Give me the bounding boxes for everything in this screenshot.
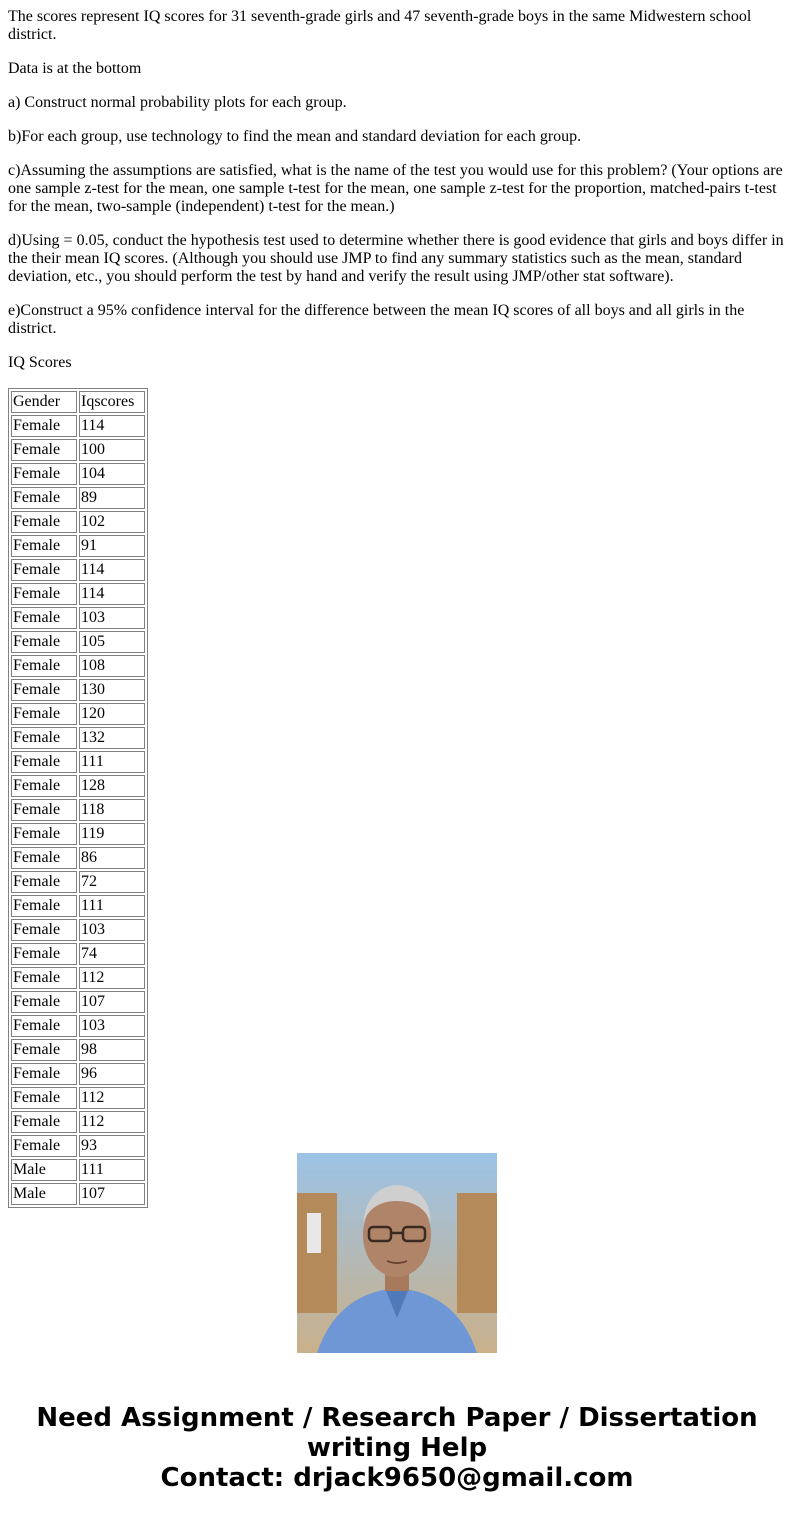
iq-scores-table [8, 388, 148, 1208]
table-row [11, 415, 145, 437]
table-row [11, 967, 145, 989]
score-cell: 111 [79, 751, 145, 773]
banner-line-1: Need Assignment / Research Paper / Dissertation [36, 1403, 758, 1433]
table-row [11, 1135, 145, 1157]
score-cell: 91 [79, 535, 145, 557]
table-row [11, 895, 145, 917]
table-row [11, 751, 145, 773]
score-cell: 89 [79, 487, 145, 509]
gender-cell: Female [11, 511, 77, 533]
table-row [11, 679, 145, 701]
score-cell: 111 [79, 895, 145, 917]
score-cell: 103 [79, 1015, 145, 1037]
gender-cell: Female [11, 1135, 77, 1157]
score-cell: 114 [79, 559, 145, 581]
banner-contact: Contact: drjack9650@gmail.com [160, 1463, 634, 1493]
table-caption: IQ Scores [8, 354, 72, 371]
table-row [11, 535, 145, 557]
gender-cell: Female [11, 607, 77, 629]
table-row [11, 991, 145, 1013]
gender-cell: Female [11, 583, 77, 605]
banner-line-2: writing Help [306, 1433, 488, 1463]
score-cell: 103 [79, 607, 145, 629]
score-cell: 114 [79, 415, 145, 437]
score-cell: 107 [79, 991, 145, 1013]
score-cell: 132 [79, 727, 145, 749]
table-row [11, 799, 145, 821]
score-cell: 72 [79, 871, 145, 893]
table-row [11, 607, 145, 629]
gender-cell: Female [11, 655, 77, 677]
table-row [11, 487, 145, 509]
table-row [11, 1039, 145, 1061]
gender-cell: Female [11, 1015, 77, 1037]
score-cell: 112 [79, 967, 145, 989]
table-row [11, 703, 145, 725]
gender-cell: Female [11, 1039, 77, 1061]
score-cell: 130 [79, 679, 145, 701]
gender-cell: Female [11, 799, 77, 821]
score-cell: 105 [79, 631, 145, 653]
intro-paragraph: The scores represent IQ scores for 31 seventh-grade girls and 47 seventh-grade boys in the same Midwestern school district. [8, 8, 752, 43]
table-row [11, 583, 145, 605]
table-row [11, 1183, 145, 1205]
question-a: a) Construct normal probability plots for each group. [8, 94, 347, 111]
score-cell: 96 [79, 1063, 145, 1085]
score-cell: 103 [79, 919, 145, 941]
gender-cell: Female [11, 1087, 77, 1109]
gender-cell: Male [11, 1159, 77, 1181]
gender-cell: Male [11, 1183, 77, 1205]
header-iqscores: Iqscores [79, 391, 145, 413]
table-row [11, 1159, 145, 1181]
table-row [11, 1111, 145, 1133]
question-e: e)Construct a 95% confidence interval for the difference between the mean IQ scores of all boys and all girls in the district. [8, 302, 745, 337]
gender-cell: Female [11, 439, 77, 461]
table-row [11, 439, 145, 461]
score-cell: 108 [79, 655, 145, 677]
table-row [11, 559, 145, 581]
score-cell: 119 [79, 823, 145, 845]
score-cell: 74 [79, 943, 145, 965]
score-cell: 118 [79, 799, 145, 821]
gender-cell: Female [11, 535, 77, 557]
gender-cell: Female [11, 727, 77, 749]
question-document [8, 8, 786, 1202]
data-note: Data is at the bottom [8, 60, 142, 77]
gender-cell: Female [11, 823, 77, 845]
gender-cell: Female [11, 991, 77, 1013]
gender-cell: Female [11, 751, 77, 773]
table-row [11, 943, 145, 965]
question-d: d)Using = 0.05, conduct the hypothesis test used to determine whether there is good evidence that girls and boys differ in the their mean IQ scores. (Although you should use JMP to find any summary statistics such as the mean, standard deviation, etc., you should perform the test by hand and verify the result using JMP/other stat software). [8, 232, 784, 285]
avatar [297, 1153, 497, 1353]
score-cell: 86 [79, 847, 145, 869]
score-cell: 102 [79, 511, 145, 533]
gender-cell: Female [11, 895, 77, 917]
score-cell: 120 [79, 703, 145, 725]
question-c: c)Assuming the assumptions are satisfied, what is the name of the test you would use for this problem? (Your options are one sample z-test for the mean, one sample t-test for the mean, one sample z-test for the proportion, matched-pairs t-test for the mean, two-sample (independent) t-test for the mean.) [8, 162, 783, 215]
gender-cell: Female [11, 1063, 77, 1085]
gender-cell: Female [11, 487, 77, 509]
score-cell: 114 [79, 583, 145, 605]
score-cell: 107 [79, 1183, 145, 1205]
score-cell: 98 [79, 1039, 145, 1061]
gender-cell: Female [11, 415, 77, 437]
gender-cell: Female [11, 943, 77, 965]
score-cell: 128 [79, 775, 145, 797]
score-cell: 93 [79, 1135, 145, 1157]
score-cell: 112 [79, 1111, 145, 1133]
table-clip [8, 388, 786, 1202]
question-b: b)For each group, use technology to find the mean and standard deviation for each group. [8, 128, 582, 145]
score-cell: 100 [79, 439, 145, 461]
gender-cell: Female [11, 1111, 77, 1133]
table-header-row [11, 391, 145, 413]
table-row [11, 1015, 145, 1037]
gender-cell: Female [11, 679, 77, 701]
table-row [11, 919, 145, 941]
table-row [11, 775, 145, 797]
header-gender: Gender [11, 391, 77, 413]
table-row [11, 511, 145, 533]
gender-cell: Female [11, 559, 77, 581]
score-cell: 104 [79, 463, 145, 485]
gender-cell: Female [11, 919, 77, 941]
table-row [11, 631, 145, 653]
gender-cell: Female [11, 775, 77, 797]
gender-cell: Female [11, 463, 77, 485]
gender-cell: Female [11, 871, 77, 893]
gender-cell: Female [11, 967, 77, 989]
help-banner [0, 1403, 794, 1493]
table-row [11, 655, 145, 677]
table-row [11, 1063, 145, 1085]
table-row [11, 871, 145, 893]
table-row [11, 823, 145, 845]
table-row [11, 847, 145, 869]
profile-photo-icon [297, 1153, 497, 1353]
score-cell: 112 [79, 1087, 145, 1109]
gender-cell: Female [11, 631, 77, 653]
table-row [11, 727, 145, 749]
score-cell: 111 [79, 1159, 145, 1181]
gender-cell: Female [11, 847, 77, 869]
table-row [11, 463, 145, 485]
gender-cell: Female [11, 703, 77, 725]
table-row [11, 1087, 145, 1109]
